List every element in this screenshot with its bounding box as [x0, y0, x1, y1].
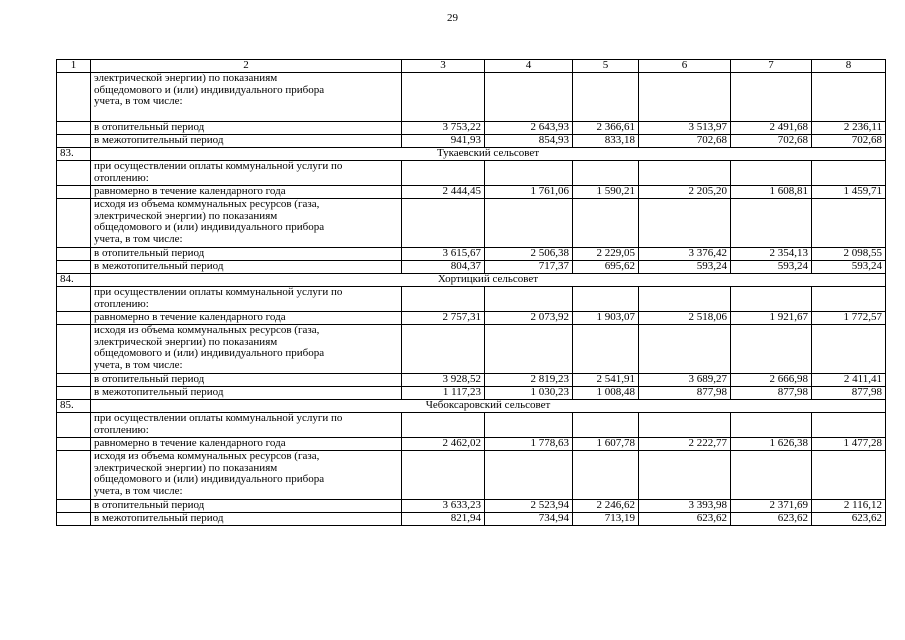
description-row	[57, 451, 886, 500]
empty-cell	[639, 199, 731, 248]
value-cell-col-6: 3 689,27	[639, 374, 731, 387]
header-col-3: 3	[402, 60, 485, 73]
empty-cell	[812, 325, 886, 374]
row-number	[57, 312, 91, 325]
row-label: в отопительный период	[91, 248, 402, 261]
empty-cell	[573, 451, 639, 500]
value-cell-col-8: 2 236,11	[812, 122, 886, 135]
value-cell-col-8: 2 411,41	[812, 374, 886, 387]
value-cell-col-3: 3 633,23	[402, 500, 485, 513]
data-row	[57, 248, 886, 261]
row-description: при осуществлении оплаты коммунальной услуги по отоплению:	[91, 287, 402, 312]
value-cell-col-8: 1 477,28	[812, 438, 886, 451]
data-row	[57, 135, 886, 148]
value-cell-col-5: 2 541,91	[573, 374, 639, 387]
value-cell-col-6: 2 205,20	[639, 186, 731, 199]
row-number	[57, 413, 91, 438]
data-row	[57, 387, 886, 400]
row-label: в отопительный период	[91, 122, 402, 135]
empty-cell	[573, 325, 639, 374]
empty-cell	[812, 287, 886, 312]
empty-cell	[402, 287, 485, 312]
row-label: в межотопительный период	[91, 135, 402, 148]
empty-cell	[731, 325, 812, 374]
empty-cell	[731, 451, 812, 500]
value-cell-col-6: 593,24	[639, 261, 731, 274]
value-cell-col-4: 1 030,23	[485, 387, 573, 400]
empty-cell	[812, 199, 886, 248]
value-cell-col-3: 2 462,02	[402, 438, 485, 451]
description-row	[57, 199, 886, 248]
value-cell-col-7: 877,98	[731, 387, 812, 400]
value-cell-col-4: 734,94	[485, 513, 573, 526]
value-cell-col-4: 2 073,92	[485, 312, 573, 325]
value-cell-col-4: 2 643,93	[485, 122, 573, 135]
empty-cell	[573, 287, 639, 312]
row-label: в межотопительный период	[91, 261, 402, 274]
value-cell-col-7: 1 608,81	[731, 186, 812, 199]
value-cell-col-4: 2 523,94	[485, 500, 573, 513]
data-row	[57, 438, 886, 451]
header-col-1: 1	[57, 60, 91, 73]
value-cell-col-3: 2 757,31	[402, 312, 485, 325]
empty-cell	[402, 413, 485, 438]
value-cell-col-7: 623,62	[731, 513, 812, 526]
value-cell-col-7: 2 371,69	[731, 500, 812, 513]
row-description: при осуществлении оплаты коммунальной услуги по отоплению:	[91, 413, 402, 438]
value-cell-col-8: 877,98	[812, 387, 886, 400]
data-row	[57, 122, 886, 135]
row-number	[57, 248, 91, 261]
value-cell-col-5: 1 607,78	[573, 438, 639, 451]
row-number	[57, 287, 91, 312]
value-cell-col-8: 2 098,55	[812, 248, 886, 261]
data-row	[57, 513, 886, 526]
value-cell-col-3: 821,94	[402, 513, 485, 526]
empty-cell	[402, 161, 485, 186]
empty-cell	[812, 73, 886, 122]
row-description: исходя из объема коммунальных ресурсов (газа, электрической энергии) по показаниям общедомового и (или) индивидуального прибора учета, в том числе:	[91, 325, 402, 374]
empty-cell	[485, 451, 573, 500]
page-number: 29	[447, 12, 458, 24]
value-cell-col-5: 695,62	[573, 261, 639, 274]
data-row	[57, 186, 886, 199]
value-cell-col-4: 854,93	[485, 135, 573, 148]
section-row	[57, 274, 886, 287]
value-cell-col-4: 2 506,38	[485, 248, 573, 261]
row-number	[57, 513, 91, 526]
empty-cell	[731, 73, 812, 122]
row-number	[57, 374, 91, 387]
header-col-8: 8	[812, 60, 886, 73]
row-number	[57, 199, 91, 248]
tariff-table	[56, 59, 886, 526]
description-row	[57, 161, 886, 186]
header-col-2: 2	[91, 60, 402, 73]
description-row	[57, 325, 886, 374]
empty-cell	[485, 199, 573, 248]
value-cell-col-5: 2 246,62	[573, 500, 639, 513]
row-number	[57, 325, 91, 374]
row-number	[57, 438, 91, 451]
value-cell-col-6: 2 222,77	[639, 438, 731, 451]
value-cell-col-5: 1 903,07	[573, 312, 639, 325]
empty-cell	[639, 73, 731, 122]
value-cell-col-8: 623,62	[812, 513, 886, 526]
header-col-7: 7	[731, 60, 812, 73]
value-cell-col-3: 2 444,45	[402, 186, 485, 199]
value-cell-col-8: 2 116,12	[812, 500, 886, 513]
value-cell-col-5: 2 366,61	[573, 122, 639, 135]
value-cell-col-8: 593,24	[812, 261, 886, 274]
value-cell-col-7: 593,24	[731, 261, 812, 274]
empty-cell	[731, 199, 812, 248]
value-cell-col-3: 941,93	[402, 135, 485, 148]
value-cell-col-6: 3 376,42	[639, 248, 731, 261]
section-row	[57, 400, 886, 413]
value-cell-col-3: 3 753,22	[402, 122, 485, 135]
empty-cell	[485, 73, 573, 122]
value-cell-col-6: 3 513,97	[639, 122, 731, 135]
description-row	[57, 413, 886, 438]
value-cell-col-5: 713,19	[573, 513, 639, 526]
empty-cell	[639, 325, 731, 374]
section-title: Хортицкий сельсовет	[91, 274, 886, 287]
row-label: равномерно в течение календарного года	[91, 438, 402, 451]
row-number	[57, 261, 91, 274]
value-cell-col-8: 702,68	[812, 135, 886, 148]
section-title: Чебоксаровский сельсовет	[91, 400, 886, 413]
row-number	[57, 451, 91, 500]
empty-cell	[639, 161, 731, 186]
data-row	[57, 261, 886, 274]
value-cell-col-8: 1 772,57	[812, 312, 886, 325]
value-cell-col-4: 2 819,23	[485, 374, 573, 387]
value-cell-col-6: 877,98	[639, 387, 731, 400]
empty-cell	[573, 73, 639, 122]
header-row	[57, 60, 886, 73]
description-row	[57, 287, 886, 312]
row-description: при осуществлении оплаты коммунальной услуги по отоплению:	[91, 161, 402, 186]
empty-cell	[639, 287, 731, 312]
empty-cell	[573, 199, 639, 248]
value-cell-col-4: 717,37	[485, 261, 573, 274]
empty-cell	[639, 451, 731, 500]
value-cell-col-7: 702,68	[731, 135, 812, 148]
empty-cell	[573, 161, 639, 186]
row-number	[57, 186, 91, 199]
value-cell-col-5: 1 008,48	[573, 387, 639, 400]
empty-cell	[485, 287, 573, 312]
value-cell-col-5: 1 590,21	[573, 186, 639, 199]
data-row	[57, 312, 886, 325]
value-cell-col-4: 1 761,06	[485, 186, 573, 199]
empty-cell	[485, 413, 573, 438]
value-cell-col-7: 1 921,67	[731, 312, 812, 325]
description-row	[57, 73, 886, 122]
header-col-6: 6	[639, 60, 731, 73]
empty-cell	[402, 199, 485, 248]
value-cell-col-8: 1 459,71	[812, 186, 886, 199]
section-title: Тукаевский сельсовет	[91, 148, 886, 161]
empty-cell	[402, 325, 485, 374]
value-cell-col-7: 2 491,68	[731, 122, 812, 135]
row-number	[57, 122, 91, 135]
value-cell-col-7: 2 666,98	[731, 374, 812, 387]
value-cell-col-5: 833,18	[573, 135, 639, 148]
row-label: в межотопительный период	[91, 387, 402, 400]
value-cell-col-5: 2 229,05	[573, 248, 639, 261]
value-cell-col-6: 702,68	[639, 135, 731, 148]
row-label: в межотопительный период	[91, 513, 402, 526]
row-description: электрической энергии) по показаниям общедомового и (или) индивидуального прибора учета, в том числе:	[91, 73, 402, 122]
row-number	[57, 387, 91, 400]
empty-cell	[731, 413, 812, 438]
row-label: в отопительный период	[91, 374, 402, 387]
section-number: 85.	[57, 400, 91, 413]
empty-cell	[402, 73, 485, 122]
value-cell-col-7: 1 626,38	[731, 438, 812, 451]
data-row	[57, 374, 886, 387]
value-cell-col-4: 1 778,63	[485, 438, 573, 451]
row-number	[57, 73, 91, 122]
value-cell-col-3: 804,37	[402, 261, 485, 274]
empty-cell	[812, 413, 886, 438]
row-description: исходя из объема коммунальных ресурсов (газа, электрической энергии) по показаниям общедомового и (или) индивидуального прибора учета, в том числе:	[91, 451, 402, 500]
value-cell-col-7: 2 354,13	[731, 248, 812, 261]
empty-cell	[485, 325, 573, 374]
empty-cell	[639, 413, 731, 438]
value-cell-col-3: 3 928,52	[402, 374, 485, 387]
value-cell-col-3: 3 615,67	[402, 248, 485, 261]
empty-cell	[402, 451, 485, 500]
row-label: равномерно в течение календарного года	[91, 186, 402, 199]
value-cell-col-6: 2 518,06	[639, 312, 731, 325]
empty-cell	[485, 161, 573, 186]
value-cell-col-6: 3 393,98	[639, 500, 731, 513]
header-col-5: 5	[573, 60, 639, 73]
empty-cell	[731, 287, 812, 312]
header-col-4: 4	[485, 60, 573, 73]
empty-cell	[812, 451, 886, 500]
empty-cell	[573, 413, 639, 438]
value-cell-col-6: 623,62	[639, 513, 731, 526]
section-row	[57, 148, 886, 161]
row-number	[57, 161, 91, 186]
row-label: в отопительный период	[91, 500, 402, 513]
data-row	[57, 500, 886, 513]
row-description: исходя из объема коммунальных ресурсов (газа, электрической энергии) по показаниям общедомового и (или) индивидуального прибора учета, в том числе:	[91, 199, 402, 248]
value-cell-col-3: 1 117,23	[402, 387, 485, 400]
row-number	[57, 500, 91, 513]
empty-cell	[731, 161, 812, 186]
section-number: 83.	[57, 148, 91, 161]
table-body	[57, 60, 886, 526]
row-label: равномерно в течение календарного года	[91, 312, 402, 325]
section-number: 84.	[57, 274, 91, 287]
empty-cell	[812, 161, 886, 186]
row-number	[57, 135, 91, 148]
